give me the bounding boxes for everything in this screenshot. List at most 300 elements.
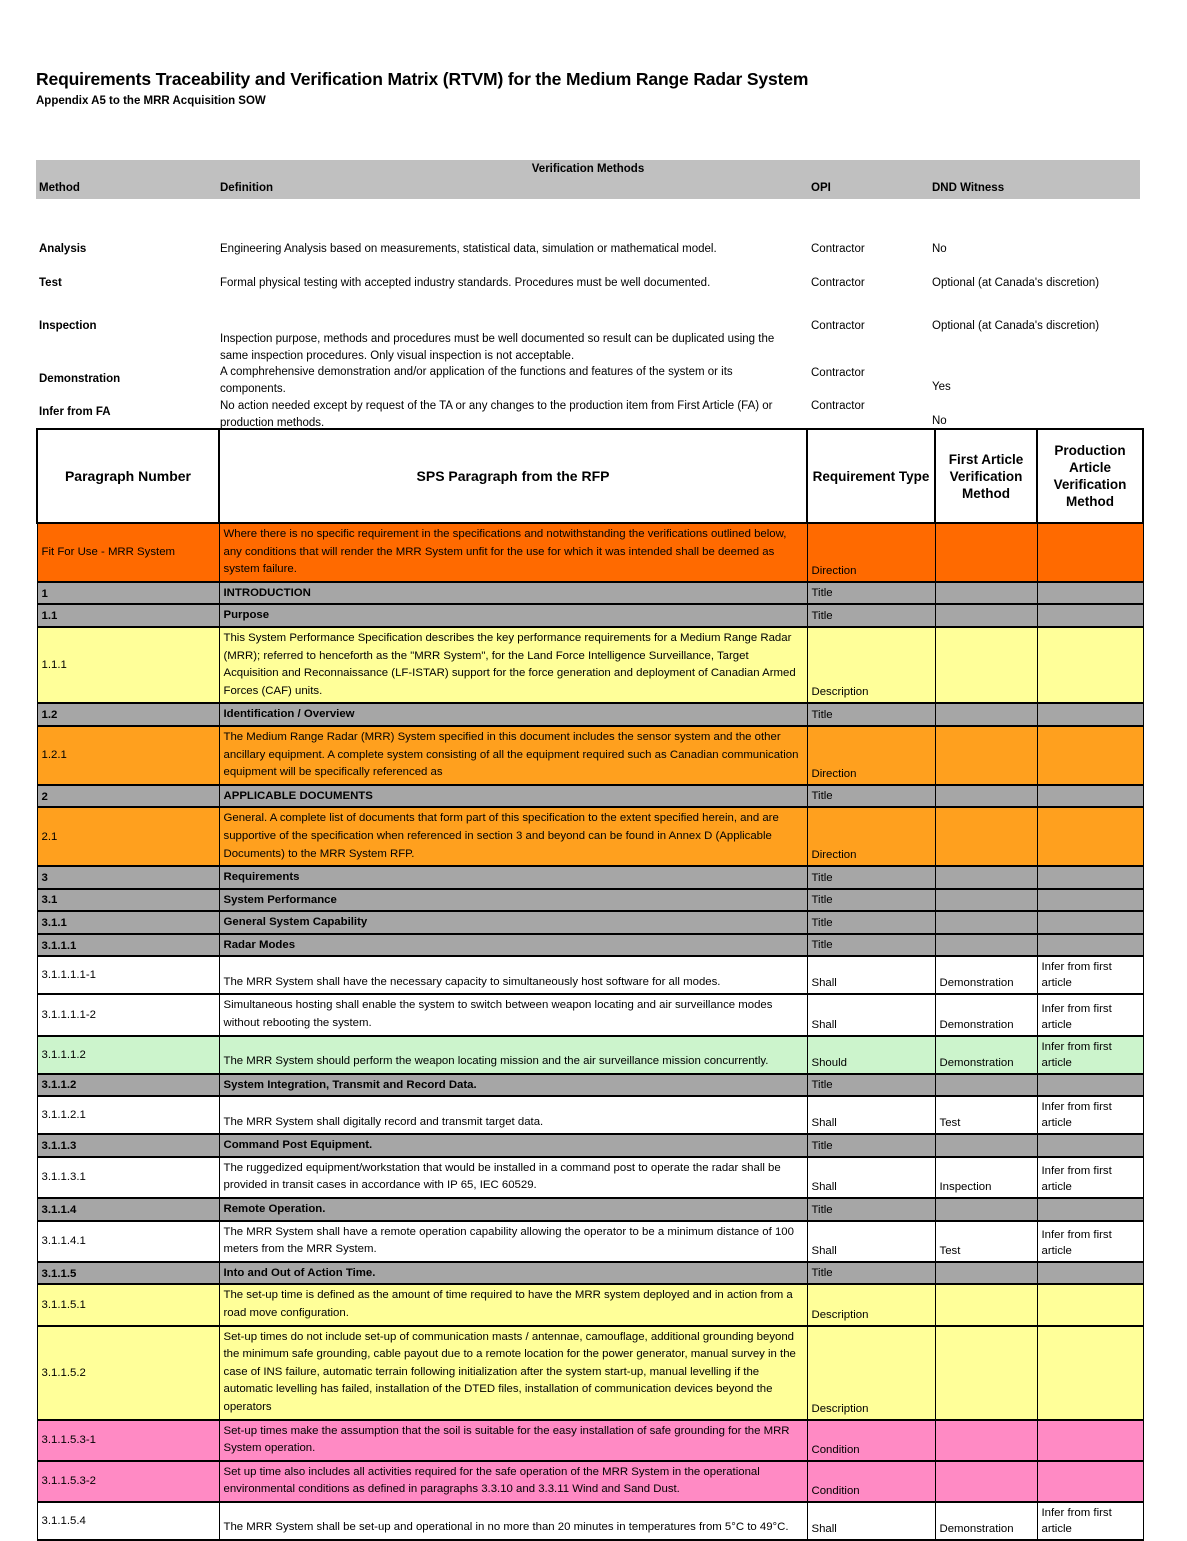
production-article-method-cell bbox=[1037, 523, 1143, 582]
production-article-method-cell bbox=[1037, 582, 1143, 605]
requirement-number-cell-text: 3.1.1.1.1-2 bbox=[41, 1009, 96, 1022]
requirement-text-cell bbox=[219, 994, 807, 1035]
production-article-method-cell bbox=[1037, 785, 1143, 808]
first-article-method-cell-text bbox=[936, 577, 1037, 581]
page-title: Requirements Traceability and Verification Matrix (RTVM) for the Medium Range Radar System bbox=[36, 69, 809, 89]
first-article-method-cell-text bbox=[936, 906, 1037, 910]
table-row bbox=[37, 889, 1143, 912]
vm-method-definition: Engineering Analysis based on measurements, statistical data, simulation or mathematical model. bbox=[220, 243, 717, 255]
requirement-text-cell-text: The ruggedized equipment/workstation that would be installed in a command post to operate the radar shall be provided in transit cases in accordance with IP 65, IEC 60529. bbox=[223, 1161, 781, 1192]
first-article-method-cell-text: Demonstration bbox=[939, 977, 1014, 990]
column-header-definition: Definition bbox=[220, 182, 274, 194]
requirement-type-cell-text: Shall bbox=[811, 1181, 837, 1194]
requirement-number-cell-text: 3.1.1.2.1 bbox=[41, 1109, 86, 1122]
requirement-type-cell-text: Direction bbox=[811, 767, 857, 780]
requirement-text-cell-text: Requirements bbox=[223, 871, 300, 884]
requirement-number-cell bbox=[37, 604, 219, 627]
production-article-method-cell-text: Infer from first article bbox=[1041, 1040, 1112, 1069]
production-article-method-cell-text bbox=[1038, 1152, 1143, 1156]
first-article-method-cell-text bbox=[936, 721, 1037, 725]
requirement-text-cell bbox=[219, 889, 807, 912]
requirement-number-cell-text: 1.2.1 bbox=[41, 749, 67, 762]
requirement-text-cell-text: Remote Operation. bbox=[223, 1203, 326, 1216]
first-article-method-cell bbox=[935, 956, 1037, 994]
requirement-text-cell-text: Into and Out of Action Time. bbox=[223, 1266, 376, 1279]
first-article-method-cell bbox=[935, 1198, 1037, 1221]
first-article-method-cell-text bbox=[936, 1216, 1037, 1220]
first-article-method-cell-text bbox=[936, 861, 1037, 865]
production-article-method-cell-text bbox=[1038, 1279, 1143, 1283]
vm-method-definition: No action needed except by request of the TA or any changes to the production item from First Article (FA) or production methods. bbox=[220, 400, 773, 429]
first-article-method-cell bbox=[935, 1036, 1037, 1074]
requirement-type-cell bbox=[807, 1134, 935, 1157]
vm-method-name: Analysis bbox=[39, 243, 87, 255]
requirement-number-cell bbox=[37, 703, 219, 726]
production-article-method-cell-text bbox=[1038, 1216, 1143, 1220]
vm-method-dnd: No bbox=[932, 415, 947, 427]
production-article-method-cell-text: Infer from first article bbox=[1041, 1165, 1112, 1194]
requirement-text-cell bbox=[219, 1134, 807, 1157]
requirement-number-cell-text: 3.1.1.1.2 bbox=[41, 1048, 86, 1061]
requirement-number-cell bbox=[37, 1074, 219, 1097]
requirement-type-cell bbox=[807, 1461, 935, 1502]
requirement-type-cell-text: Description bbox=[811, 1308, 869, 1321]
requirement-text-cell bbox=[219, 1221, 807, 1262]
production-article-method-cell bbox=[1037, 604, 1143, 627]
requirement-type-cell bbox=[807, 1262, 935, 1285]
requirement-type-cell bbox=[807, 1096, 935, 1134]
requirement-text-cell-text: System Integration, Transmit and Record Data. bbox=[223, 1078, 477, 1091]
vm-method-dnd: Optional (at Canada's discretion) bbox=[932, 277, 1100, 289]
requirement-number-cell bbox=[37, 934, 219, 957]
requirement-text-cell bbox=[219, 956, 807, 994]
requirement-number-cell bbox=[37, 1157, 219, 1198]
verification-methods-header-row bbox=[36, 179, 1140, 199]
requirement-type-cell bbox=[807, 1502, 935, 1540]
requirement-number-cell-text: 3.1.1.5.3-2 bbox=[41, 1475, 96, 1488]
vm-method-dnd: Yes bbox=[932, 381, 951, 393]
production-article-method-cell-text: Infer from first article bbox=[1041, 1101, 1112, 1130]
requirement-number-cell bbox=[37, 726, 219, 785]
production-article-method-cell-text: Infer from first article bbox=[1041, 961, 1112, 990]
requirement-type-cell-text: Description bbox=[811, 1402, 869, 1415]
first-article-method-cell-text bbox=[936, 1279, 1037, 1283]
requirement-number-cell bbox=[37, 807, 219, 866]
production-article-method-cell bbox=[1037, 726, 1143, 785]
first-article-method-cell bbox=[935, 785, 1037, 808]
column-header-production-article: Production Article Verification Method bbox=[1037, 429, 1143, 523]
production-article-method-cell bbox=[1037, 807, 1143, 866]
first-article-method-cell bbox=[935, 582, 1037, 605]
requirement-text-cell bbox=[219, 627, 807, 703]
requirement-number-cell bbox=[37, 1461, 219, 1502]
requirement-number-cell bbox=[37, 627, 219, 703]
requirement-text-cell bbox=[219, 1157, 807, 1198]
production-article-method-cell bbox=[1037, 1326, 1143, 1420]
matrix-header-row bbox=[37, 429, 1143, 523]
first-article-method-cell-text bbox=[936, 599, 1037, 603]
requirement-text-cell bbox=[219, 1502, 807, 1540]
vm-method-definition: A comphrehensive demonstration and/or application of the functions and features of the system or its components. bbox=[220, 366, 733, 395]
production-article-method-cell bbox=[1037, 1461, 1143, 1502]
table-row bbox=[37, 1157, 1143, 1198]
requirement-text-cell-text: General. A complete list of documents that form part of this specification to the extent specified herein, and are supportive of the specification when referenced in section 3 and beyond can be found in Annex D (Applicable Documents) to the MRR System RFP. bbox=[223, 812, 779, 860]
first-article-method-cell bbox=[935, 1262, 1037, 1285]
table-row bbox=[37, 1502, 1143, 1540]
production-article-method-cell-text bbox=[1038, 929, 1143, 933]
requirement-text-cell-text: The MRR System shall be set-up and operational in no more than 20 minutes in temperatures from 5°C to 49°C. bbox=[223, 1521, 789, 1534]
table-row bbox=[37, 866, 1143, 889]
production-article-method-cell-text bbox=[1038, 1091, 1143, 1095]
production-article-method-cell-text: Infer from first article bbox=[1041, 1506, 1112, 1535]
requirement-type-cell-text: Title bbox=[811, 894, 833, 907]
requirement-text-cell bbox=[219, 523, 807, 582]
first-article-method-cell bbox=[935, 1502, 1037, 1540]
requirement-type-cell-text: Title bbox=[811, 790, 833, 803]
requirement-number-cell bbox=[37, 1221, 219, 1262]
requirement-number-cell-text: 1.1.1 bbox=[41, 659, 67, 672]
production-article-method-cell bbox=[1037, 1198, 1143, 1221]
first-article-method-cell-text bbox=[936, 1152, 1037, 1156]
requirement-number-cell bbox=[37, 1326, 219, 1420]
vm-method-name: Inspection bbox=[39, 320, 97, 332]
requirement-text-cell-text: Where there is no specific requirement in the specifications and notwithstanding the verifications outlined below, any conditions that will render the MRR System unfit for the use for which it was intended shall be deemed as system failure. bbox=[223, 528, 787, 576]
requirement-number-cell-text: 3.1.1.3 bbox=[41, 1140, 77, 1153]
vm-method-name: Infer from FA bbox=[39, 406, 111, 418]
requirement-type-cell bbox=[807, 889, 935, 912]
rtvm-matrix bbox=[36, 428, 1144, 1541]
requirement-number-cell bbox=[37, 523, 219, 582]
production-article-method-cell-text bbox=[1038, 906, 1143, 910]
requirement-type-cell-text: Condition bbox=[811, 1484, 860, 1497]
table-row bbox=[37, 703, 1143, 726]
first-article-method-cell-text: Test bbox=[939, 1117, 961, 1130]
table-row bbox=[37, 726, 1143, 785]
production-article-method-cell-text bbox=[1038, 1415, 1143, 1419]
requirement-type-cell-text: Shall bbox=[811, 1018, 837, 1031]
first-article-method-cell bbox=[935, 994, 1037, 1035]
vm-method-opi: Contractor bbox=[811, 320, 865, 332]
requirement-type-cell-text: Description bbox=[811, 686, 869, 699]
requirement-number-cell-text: 3.1.1.3.1 bbox=[41, 1171, 86, 1184]
production-article-method-cell bbox=[1037, 866, 1143, 889]
requirement-number-cell-text: 3.1.1.1 bbox=[41, 939, 77, 952]
table-row bbox=[37, 994, 1143, 1035]
first-article-method-cell-text bbox=[936, 884, 1037, 888]
requirement-text-cell-text: Simultaneous hosting shall enable the system to switch between weapon locating and air surveillance modes without rebooting the system. bbox=[223, 999, 773, 1030]
production-article-method-cell bbox=[1037, 1420, 1143, 1461]
first-article-method-cell-text: Inspection bbox=[939, 1181, 992, 1194]
table-row bbox=[37, 1036, 1143, 1074]
requirement-text-cell-text: Identification / Overview bbox=[223, 708, 355, 721]
requirement-number-cell bbox=[37, 1096, 219, 1134]
table-row bbox=[37, 956, 1143, 994]
production-article-method-cell-text bbox=[1038, 721, 1143, 725]
column-header-opi: OPI bbox=[811, 182, 831, 194]
production-article-method-cell bbox=[1037, 1284, 1143, 1325]
production-article-method-cell bbox=[1037, 1221, 1143, 1262]
production-article-method-cell bbox=[1037, 1074, 1143, 1097]
requirement-type-cell-text: Shall bbox=[811, 977, 837, 990]
table-row bbox=[37, 1461, 1143, 1502]
first-article-method-cell-text bbox=[936, 698, 1037, 702]
requirement-text-cell-text: APPLICABLE DOCUMENTS bbox=[223, 789, 373, 802]
production-article-method-cell-text bbox=[1038, 698, 1143, 702]
requirement-number-cell-text: Fit For Use - MRR System bbox=[41, 546, 176, 559]
requirement-type-cell bbox=[807, 1420, 935, 1461]
requirement-type-cell-text: Title bbox=[811, 609, 833, 622]
first-article-method-cell bbox=[935, 1420, 1037, 1461]
requirement-type-cell bbox=[807, 1326, 935, 1420]
first-article-method-cell bbox=[935, 1074, 1037, 1097]
requirement-text-cell-text: Command Post Equipment. bbox=[223, 1139, 373, 1152]
column-header-requirement-type: Requirement Type bbox=[807, 429, 935, 523]
requirement-type-cell-text: Title bbox=[811, 939, 833, 952]
requirement-type-cell bbox=[807, 911, 935, 934]
requirement-text-cell bbox=[219, 1198, 807, 1221]
first-article-method-cell-text bbox=[936, 1321, 1037, 1325]
requirement-text-cell bbox=[219, 1262, 807, 1285]
first-article-method-cell bbox=[935, 604, 1037, 627]
requirement-text-cell-text: Purpose bbox=[223, 609, 270, 622]
requirement-number-cell bbox=[37, 1134, 219, 1157]
requirement-number-cell-text: 2.1 bbox=[41, 830, 58, 843]
requirement-text-cell bbox=[219, 1284, 807, 1325]
table-row bbox=[37, 1198, 1143, 1221]
production-article-method-cell bbox=[1037, 994, 1143, 1035]
table-row bbox=[37, 1096, 1143, 1134]
requirement-text-cell-text: The set-up time is defined as the amount of time required to have the MRR system deployed and in action from a road move configuration. bbox=[223, 1289, 793, 1319]
requirement-text-cell-text: Radar Modes bbox=[223, 938, 296, 951]
first-article-method-cell-text bbox=[936, 1497, 1037, 1501]
first-article-method-cell bbox=[935, 1157, 1037, 1198]
requirement-type-cell bbox=[807, 807, 935, 866]
first-article-method-cell bbox=[935, 934, 1037, 957]
requirement-text-cell-text: Set-up times make the assumption that the soil is suitable for the easy installation of safe grounding for the MRR System operation. bbox=[223, 1424, 790, 1455]
first-article-method-cell bbox=[935, 911, 1037, 934]
requirement-text-cell-text: This System Performance Specification describes the key performance requirements for a Medium Range Radar (MRR); referred to henceforth as the "MRR System", for the Land Force Intelligence Surveillance, Target Acquisition and Reconnaissance (LF-ISTAR) support for the force generation and deployment of Canadian Armed Forces (CAF) units. bbox=[223, 631, 796, 697]
first-article-method-cell-text bbox=[936, 951, 1037, 955]
production-article-method-cell bbox=[1037, 1036, 1143, 1074]
vm-method-dnd: No bbox=[932, 243, 947, 255]
requirement-number-cell bbox=[37, 956, 219, 994]
requirement-number-cell-text: 3.1.1.5.1 bbox=[41, 1299, 86, 1311]
vm-method-opi: Contractor bbox=[811, 400, 865, 412]
requirement-type-cell bbox=[807, 627, 935, 703]
requirement-number-cell bbox=[37, 1502, 219, 1540]
first-article-method-cell-text bbox=[936, 1091, 1037, 1095]
column-header-first-article: First Article Verification Method bbox=[935, 429, 1037, 523]
requirement-type-cell bbox=[807, 1074, 935, 1097]
production-article-method-cell-text bbox=[1038, 1497, 1143, 1501]
first-article-method-cell bbox=[935, 1461, 1037, 1502]
first-article-method-cell-text bbox=[936, 1415, 1037, 1419]
production-article-method-cell-text bbox=[1038, 1456, 1143, 1460]
first-article-method-cell bbox=[935, 1326, 1037, 1420]
requirement-text-cell bbox=[219, 807, 807, 866]
production-article-method-cell bbox=[1037, 1262, 1143, 1285]
production-article-method-cell bbox=[1037, 703, 1143, 726]
first-article-method-cell bbox=[935, 1221, 1037, 1262]
production-article-method-cell bbox=[1037, 1096, 1143, 1134]
requirement-text-cell-text: General System Capability bbox=[223, 916, 368, 929]
requirement-number-cell-text: 3.1.1.5 bbox=[41, 1267, 77, 1280]
vm-method-definition: Formal physical testing with accepted industry standards. Procedures must be well documented. bbox=[220, 277, 711, 289]
table-row bbox=[37, 911, 1143, 934]
production-article-method-cell-text bbox=[1038, 951, 1143, 955]
requirement-type-cell-text: Title bbox=[811, 1079, 833, 1092]
requirement-number-cell-text: 2 bbox=[41, 790, 48, 803]
requirement-type-cell bbox=[807, 1157, 935, 1198]
requirement-type-cell bbox=[807, 956, 935, 994]
first-article-method-cell bbox=[935, 889, 1037, 912]
production-article-method-cell bbox=[1037, 1157, 1143, 1198]
first-article-method-cell bbox=[935, 866, 1037, 889]
production-article-method-cell-text: Infer from first article bbox=[1041, 1228, 1112, 1257]
requirement-type-cell bbox=[807, 1284, 935, 1325]
requirement-text-cell bbox=[219, 866, 807, 889]
requirement-text-cell-text: The MRR System shall digitally record and transmit target data. bbox=[223, 1115, 544, 1128]
requirement-type-cell bbox=[807, 1221, 935, 1262]
first-article-method-cell bbox=[935, 703, 1037, 726]
requirement-type-cell-text: Title bbox=[811, 1139, 833, 1152]
table-row bbox=[37, 1420, 1143, 1461]
requirement-number-cell bbox=[37, 1420, 219, 1461]
requirement-text-cell bbox=[219, 934, 807, 957]
column-header-paragraph-number: Paragraph Number bbox=[37, 429, 219, 523]
page-subtitle: Appendix A5 to the MRR Acquisition SOW bbox=[36, 95, 266, 107]
first-article-method-cell-text bbox=[936, 622, 1037, 626]
requirement-number-cell-text: 3.1.1.5.4 bbox=[41, 1514, 86, 1527]
requirement-type-cell-text: Title bbox=[811, 916, 833, 929]
production-article-method-cell-text bbox=[1038, 622, 1143, 626]
first-article-method-cell bbox=[935, 1284, 1037, 1325]
table-row bbox=[37, 1074, 1143, 1097]
first-article-method-cell-text: Demonstration bbox=[939, 1018, 1014, 1031]
requirement-type-cell-text: Title bbox=[811, 587, 833, 600]
requirement-number-cell-text: 1.1 bbox=[41, 610, 58, 623]
table-row bbox=[37, 1134, 1143, 1157]
requirement-number-cell-text: 3.1 bbox=[41, 894, 58, 907]
requirement-type-cell bbox=[807, 582, 935, 605]
requirement-number-cell-text: 3.1.1.5.2 bbox=[41, 1366, 86, 1379]
requirement-number-cell-text: 1.2 bbox=[41, 709, 58, 722]
requirement-type-cell-text: Should bbox=[811, 1056, 847, 1069]
requirement-type-cell bbox=[807, 994, 935, 1035]
production-article-method-cell bbox=[1037, 956, 1143, 994]
requirement-text-cell bbox=[219, 1096, 807, 1134]
requirement-text-cell bbox=[219, 582, 807, 605]
production-article-method-cell bbox=[1037, 627, 1143, 703]
requirement-text-cell bbox=[219, 1326, 807, 1420]
requirement-type-cell-text: Title bbox=[811, 708, 833, 721]
requirement-type-cell bbox=[807, 1036, 935, 1074]
first-article-method-cell-text bbox=[936, 1456, 1037, 1460]
requirement-number-cell bbox=[37, 1284, 219, 1325]
production-article-method-cell-text bbox=[1038, 577, 1143, 581]
matrix-body bbox=[37, 523, 1143, 1540]
requirement-text-cell bbox=[219, 1074, 807, 1097]
requirement-type-cell bbox=[807, 523, 935, 582]
requirement-text-cell-text: The MRR System shall have a remote operation capability allowing the operator to be a minimum distance of 100 meters from the MRR System. bbox=[223, 1225, 794, 1256]
vm-method-opi: Contractor bbox=[811, 277, 865, 289]
requirement-number-cell-text: 3 bbox=[41, 871, 48, 884]
requirement-text-cell-text: The Medium Range Radar (MRR) System specified in this document includes the sensor system and the other ancillary equipment. A complete system consisting of all the equipment required such as Canadian communication equipment will be specifically referenced as bbox=[223, 730, 799, 779]
requirement-number-cell bbox=[37, 1198, 219, 1221]
requirement-number-cell-text: 3.1.1.5.3-1 bbox=[41, 1434, 96, 1447]
requirement-type-cell-text: Direction bbox=[811, 849, 857, 862]
requirement-type-cell bbox=[807, 703, 935, 726]
requirement-type-cell-text: Direction bbox=[811, 564, 857, 577]
requirement-number-cell-text: 3.1.1.1.1-1 bbox=[41, 969, 96, 982]
requirement-text-cell bbox=[219, 785, 807, 808]
vm-method-opi: Contractor bbox=[811, 367, 865, 379]
vm-method-opi: Contractor bbox=[811, 243, 865, 255]
requirement-text-cell bbox=[219, 604, 807, 627]
requirement-type-cell-text: Shall bbox=[811, 1244, 837, 1257]
requirement-text-cell bbox=[219, 1461, 807, 1502]
table-row bbox=[37, 807, 1143, 866]
vm-method-name: Test bbox=[39, 277, 62, 289]
production-article-method-cell-text bbox=[1038, 599, 1143, 603]
first-article-method-cell-text: Demonstration bbox=[939, 1056, 1014, 1069]
requirement-type-cell bbox=[807, 726, 935, 785]
requirement-type-cell bbox=[807, 785, 935, 808]
table-row bbox=[37, 934, 1143, 957]
requirement-type-cell-text: Condition bbox=[811, 1443, 860, 1456]
production-article-method-cell bbox=[1037, 1134, 1143, 1157]
production-article-method-cell bbox=[1037, 911, 1143, 934]
requirement-type-cell bbox=[807, 604, 935, 627]
requirement-number-cell bbox=[37, 785, 219, 808]
first-article-method-cell-text: Demonstration bbox=[939, 1522, 1014, 1535]
column-header-dnd-witness: DND Witness bbox=[932, 182, 1005, 194]
production-article-method-cell bbox=[1037, 1502, 1143, 1540]
production-article-method-cell-text bbox=[1038, 802, 1143, 806]
production-article-method-cell bbox=[1037, 889, 1143, 912]
requirement-text-cell bbox=[219, 1036, 807, 1074]
requirement-number-cell bbox=[37, 1262, 219, 1285]
requirement-number-cell bbox=[37, 911, 219, 934]
production-article-method-cell-text bbox=[1038, 861, 1143, 865]
table-row bbox=[37, 1284, 1143, 1325]
production-article-method-cell-text bbox=[1038, 780, 1143, 784]
first-article-method-cell bbox=[935, 726, 1037, 785]
requirement-type-cell-text: Title bbox=[811, 1267, 833, 1280]
title-block bbox=[36, 68, 1146, 109]
production-article-method-cell-text: Infer from first article bbox=[1041, 1002, 1112, 1031]
verification-methods-body bbox=[36, 199, 1140, 429]
requirement-text-cell-text: The MRR System shall have the necessary capacity to simultaneously host software for all modes. bbox=[223, 975, 721, 988]
first-article-method-cell-text bbox=[936, 802, 1037, 806]
requirement-text-cell bbox=[219, 1420, 807, 1461]
requirement-type-cell-text: Shall bbox=[811, 1117, 837, 1130]
requirement-number-cell-text: 3.1.1.2 bbox=[41, 1079, 77, 1092]
requirement-type-cell bbox=[807, 934, 935, 957]
verification-methods-band-title: Verification Methods bbox=[36, 160, 1140, 179]
table-row bbox=[37, 1326, 1143, 1420]
column-header-sps-paragraph: SPS Paragraph from the RFP bbox=[219, 429, 807, 523]
requirement-number-cell bbox=[37, 866, 219, 889]
column-header-method: Method bbox=[39, 182, 80, 194]
table-row bbox=[37, 1262, 1143, 1285]
vm-method-definition: Inspection purpose, methods and procedures must be well documented so result can be duplicated using the same inspection procedures. Only visual inspection is not acceptable. bbox=[220, 333, 775, 362]
table-row bbox=[37, 523, 1143, 582]
first-article-method-cell-text bbox=[936, 780, 1037, 784]
production-article-method-cell-text bbox=[1038, 1321, 1143, 1325]
requirement-type-cell-text: Title bbox=[811, 1203, 833, 1216]
requirement-text-cell bbox=[219, 911, 807, 934]
